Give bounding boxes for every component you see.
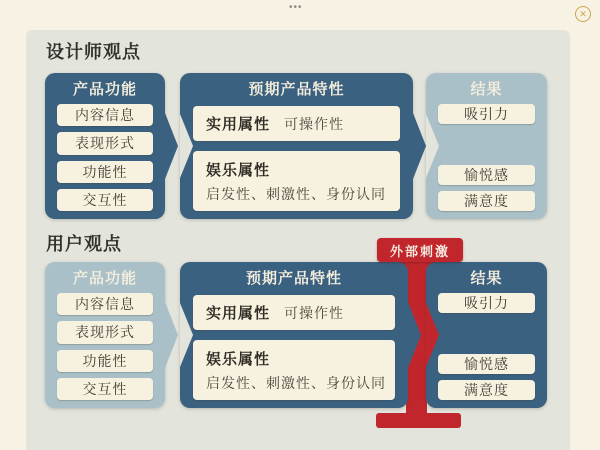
result-item: 满意度 <box>438 191 535 211</box>
user-product-functions-box <box>45 262 165 408</box>
function-item: 功能性 <box>57 161 153 183</box>
function-item-list <box>52 291 158 400</box>
user-results-box <box>426 262 547 408</box>
result-item: 吸引力 <box>438 104 535 124</box>
designer-section-heading: 设计师观点 <box>46 42 141 62</box>
box-title: 产品功能 <box>72 81 137 98</box>
designer-product-functions-box <box>45 73 165 219</box>
spacer <box>438 130 535 159</box>
box-title: 产品功能 <box>72 270 137 287</box>
designer-results-box <box>426 73 547 219</box>
external-stimulus-base <box>376 413 461 428</box>
box-title: 结果 <box>470 270 503 287</box>
attribute-label: 实用属性 <box>206 116 271 133</box>
function-item-list <box>52 102 158 211</box>
practical-attributes-card <box>193 106 400 141</box>
attribute-detail: 启发性、刺激性、身份认同 <box>206 185 386 202</box>
close-button[interactable] <box>575 6 591 22</box>
entertainment-attributes-card <box>193 340 395 400</box>
spacer <box>438 319 535 348</box>
attribute-label: 娱乐属性 <box>206 161 271 179</box>
box-title: 预期产品特性 <box>248 81 345 98</box>
box-title: 预期产品特性 <box>245 270 342 287</box>
result-item: 愉悦感 <box>438 165 535 185</box>
result-item-list <box>433 102 540 211</box>
function-item: 功能性 <box>57 350 153 372</box>
entertainment-attributes-card <box>193 151 400 211</box>
attribute-label: 实用属性 <box>206 305 271 322</box>
attribute-label: 娱乐属性 <box>206 350 271 368</box>
result-item-list <box>433 291 540 400</box>
result-item: 吸引力 <box>438 293 535 313</box>
external-stimulus-label: 外部刺激 <box>377 238 463 262</box>
function-item: 交互性 <box>57 189 153 211</box>
result-item: 满意度 <box>438 380 535 400</box>
function-item: 内容信息 <box>57 104 153 126</box>
attribute-detail: 启发性、刺激性、身份认同 <box>206 374 386 391</box>
designer-expected-characteristics-box <box>180 73 413 219</box>
user-section-heading: 用户观点 <box>46 234 122 254</box>
close-icon: ✕ <box>579 9 587 19</box>
window-menu-dots[interactable]: ••• <box>289 2 303 13</box>
box-title: 结果 <box>470 81 503 98</box>
function-item: 交互性 <box>57 378 153 400</box>
function-item: 表现形式 <box>57 321 153 343</box>
function-item: 内容信息 <box>57 293 153 315</box>
function-item: 表现形式 <box>57 132 153 154</box>
practical-attributes-card <box>193 295 395 330</box>
user-expected-characteristics-box <box>180 262 408 408</box>
result-item: 愉悦感 <box>438 354 535 374</box>
attribute-detail: 可操作性 <box>284 115 345 132</box>
attribute-detail: 可操作性 <box>284 304 345 321</box>
